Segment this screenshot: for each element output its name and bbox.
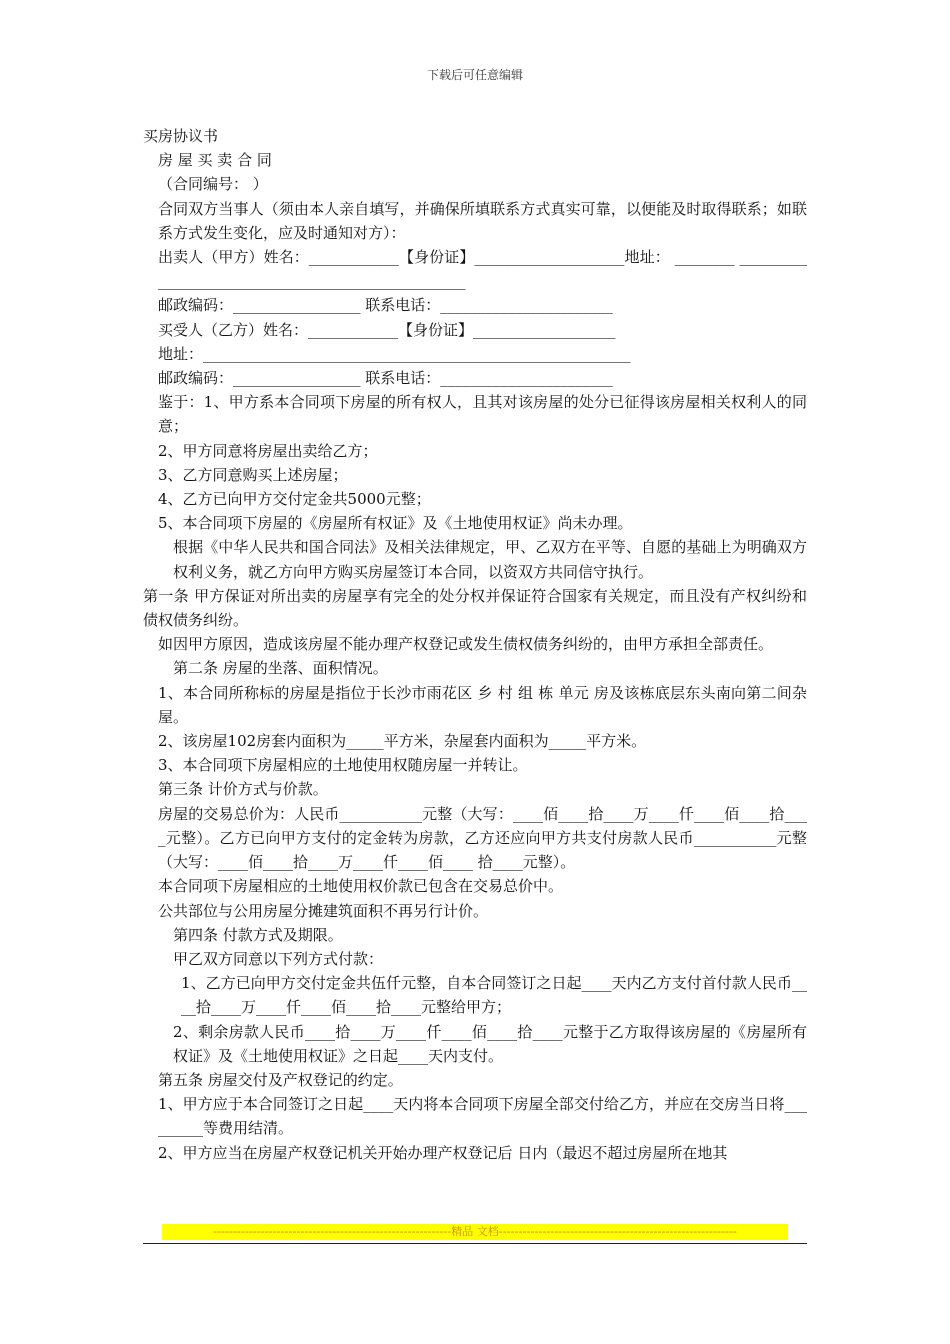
whereas-4: 4、乙方已向甲方交付定金共5000元整；: [158, 490, 431, 509]
parties-intro: 合同双方当事人（须由本人亲自填写，并确保所填联系方式真实可靠，以便能及时取得联系；如联系方式发生变化，应及时通知对方）：: [158, 199, 807, 242]
article-2-item-3: 3、本合同项下房屋相应的土地使用权随房屋一并转让。: [158, 756, 528, 775]
footer-banner: ------------------------------------------------------------精品 文档------------------------------------------------------------: [162, 1224, 788, 1240]
buyer-postal: 邮政编码：_________________ 联系电话：_______________________: [158, 369, 613, 388]
whereas-5: 5、本合同项下房屋的《房屋所有权证》及《土地使用权证》尚未办理。: [158, 514, 633, 533]
buyer-address: 地址：_________________________________________________________: [158, 344, 631, 363]
header-note: 下载后可任意编辑: [426, 68, 523, 82]
article-5-item-1: 1、甲方应于本合同签订之日起____天内将本合同项下房屋全部交付给乙方，并应在交房当日将_________等费用结清。: [158, 1095, 807, 1138]
document-body: [143, 124, 807, 1165]
article-3-land: 本合同项下房屋相应的土地使用权价款已包含在交易总价中。: [158, 877, 564, 896]
article-2-item-2: 2、该房屋102房套内面积为_____平方米，杂屋套内面积为_____平方米。: [158, 732, 647, 751]
article-3-shared: 公共部位与公用房屋分摊建筑面积不再另行计价。: [158, 901, 489, 920]
whereas-3: 3、乙方同意购买上述房屋；: [158, 465, 348, 484]
whereas-2: 2、甲方同意将房屋出卖给乙方；: [158, 441, 378, 460]
legal-basis: 根据《中华人民共和国合同法》及相关法律规定，甲、乙双方在平等、自愿的基础上为明确双方权利义务，就乙方向甲方购买房屋签订本合同，以资双方共同信守执行。: [173, 538, 807, 581]
whereas-1: 鉴于：1、甲方系本合同项下房屋的所有权人，且其对该房屋的处分已征得该房屋相关权利人的同意；: [158, 393, 807, 436]
footer-divider: [143, 1243, 807, 1244]
contract-number: （合同编号： ）: [158, 175, 268, 194]
buyer-info: 买受人（乙方）姓名：____________【身份证】___________________: [158, 320, 616, 339]
article-3-heading: 第三条 计价方式与价款。: [158, 780, 328, 799]
article-5-item-2: 2、甲方应当在房屋产权登记机关开始办理产权登记后 日内（最迟不超过房屋所在地其: [158, 1143, 728, 1162]
article-4-intro: 甲乙双方同意以下列方式付款：: [173, 949, 384, 968]
seller-info: 出卖人（甲方）姓名：____________【身份证】____________________地址： ________ __________________________________________________: [158, 248, 807, 291]
doc-title: 买房协议书: [143, 127, 219, 145]
article-1: 第一条 甲方保证对所出卖的房屋享有完全的处分权并保证符合国家有关规定，而且没有产权纠纷和债权债务纠纷。: [143, 586, 807, 630]
contract-heading: 房 屋 买 卖 合 同: [158, 151, 272, 170]
article-4-item-2: 2、剩余房款人民币____拾____万____仟____佰____拾____元整于乙方取得该房屋的《房屋所有权证》及《土地使用权证》之日起____天内支付。: [173, 1022, 807, 1065]
article-3-price: 房屋的交易总价为：人民币___________元整（大写：____佰____拾____万____仟____佰____拾____元整）。乙方已向甲方支付的定金转为房款，乙方还应向甲方共支付房款人民币___________元整（大写：____佰____拾____万____仟____佰____ 拾____元整）。: [158, 804, 807, 872]
article-5-heading: 第五条 房屋交付及产权登记的约定。: [158, 1070, 403, 1089]
seller-postal: 邮政编码：_________________ 联系电话：_______________________: [158, 296, 613, 315]
article-1-liability: 如因甲方原因，造成该房屋不能办理产权登记或发生债权债务纠纷的，由甲方承担全部责任。: [158, 635, 774, 654]
article-4-item-1: 1、乙方已向甲方交付定金共伍仟元整，自本合同签订之日起____天内乙方支付首付款人民币____拾____万____仟____佰____拾____元整给甲方；: [181, 974, 807, 1017]
article-2-heading: 第二条 房屋的坐落、面积情况。: [173, 659, 388, 678]
article-4-heading: 第四条 付款方式及期限。: [173, 925, 343, 944]
article-2-item-1: 1、本合同所称标的房屋是指位于长沙市雨花区 乡 村 组 栋 单元 房及该栋底层东头南向第二间杂屋。: [158, 683, 807, 726]
